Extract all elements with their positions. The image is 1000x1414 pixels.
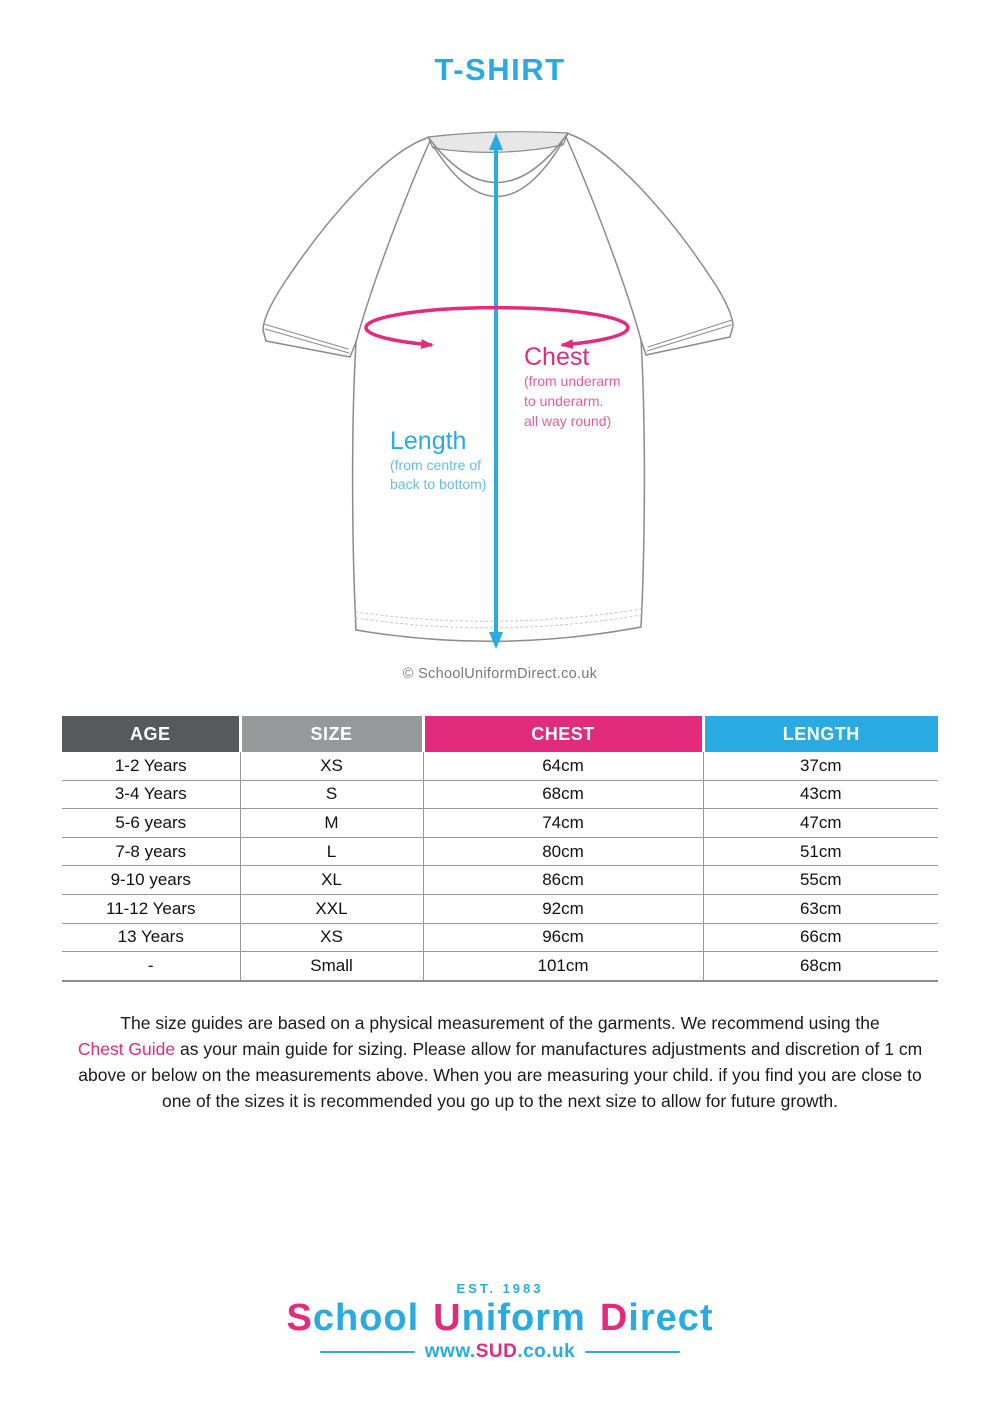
cell-chest: 101cm (423, 952, 703, 981)
table-row (62, 752, 938, 780)
cell-chest: 86cm (423, 866, 703, 895)
url-tld: .co.uk (517, 1341, 576, 1362)
page-title: T-SHIRT (434, 52, 566, 87)
cell-size: L (240, 837, 423, 866)
cell-size: Small (240, 952, 423, 981)
cell-age: 7-8 years (62, 837, 240, 866)
table-row (62, 780, 938, 809)
cell-length: 37cm (703, 752, 938, 780)
sizing-note (50, 1010, 950, 1114)
brand-logo (0, 1298, 1000, 1338)
header-length: LENGTH (703, 716, 938, 752)
brand-letter: S (286, 1297, 313, 1339)
cell-chest: 92cm (423, 894, 703, 923)
length-sub-1: (from centre of (390, 457, 482, 473)
length-sub-2: back to bottom) (390, 476, 487, 492)
cell-size: S (240, 780, 423, 809)
length-label: Length (390, 427, 467, 455)
brand-footer (0, 1281, 1000, 1363)
brand-text: niform (461, 1297, 586, 1339)
cell-age: - (62, 952, 240, 981)
brand-url-row (0, 1341, 1000, 1363)
diagram-copyright: © SchoolUniformDirect.co.uk (402, 666, 598, 682)
cell-chest: 68cm (423, 780, 703, 809)
chest-sub-1: (from underarm (524, 373, 621, 389)
brand-letter: D (599, 1297, 629, 1339)
size-table (62, 716, 938, 982)
url-www: www. (424, 1341, 476, 1362)
cell-length: 47cm (703, 809, 938, 838)
right-dash-line (585, 1351, 680, 1354)
url-sud: SUD (475, 1341, 518, 1362)
table-row (62, 809, 938, 838)
note-line-3: above or below on the measurements above. When you are measuring your child. if you find you are close to (78, 1065, 922, 1085)
note-line-4: one of the sizes it is recommended you go up to the next size to allow for future growth. (161, 1091, 839, 1111)
brand-text: irect (628, 1297, 714, 1339)
note-line-1: The size guides are based on a physical measurement of the garments. We recommend using the (120, 1013, 880, 1033)
table-row (62, 894, 938, 923)
cell-length: 51cm (703, 837, 938, 866)
cell-chest: 96cm (423, 923, 703, 952)
chest-sub-3: all way round) (524, 413, 612, 429)
cell-size: XS (240, 752, 423, 780)
brand-text: chool (312, 1297, 420, 1339)
cell-length: 55cm (703, 866, 938, 895)
cell-age: 9-10 years (62, 866, 240, 895)
cell-size: XL (240, 866, 423, 895)
brand-letter: U (433, 1297, 462, 1339)
established-text: EST. 1983 (456, 1281, 544, 1296)
chest-label: Chest (524, 343, 590, 371)
header-chest: CHEST (423, 716, 703, 752)
cell-size: XXL (240, 894, 423, 923)
cell-chest: 80cm (423, 837, 703, 866)
cell-chest: 74cm (423, 809, 703, 838)
cell-length: 63cm (703, 894, 938, 923)
cell-size: XS (240, 923, 423, 952)
table-row (62, 923, 938, 952)
note-line-2: as your main guide for sizing. Please allow for manufactures adjustments and discretion of 1 cm (175, 1039, 923, 1059)
chest-guide-link: Chest Guide (77, 1039, 176, 1059)
length-arrow (489, 133, 503, 649)
cell-age: 13 Years (62, 923, 240, 952)
header-size: SIZE (240, 716, 423, 752)
cell-age: 1-2 Years (62, 752, 240, 780)
cell-age: 3-4 Years (62, 780, 240, 809)
chest-sub-2: to underarm. (524, 393, 604, 409)
cell-chest: 64cm (423, 752, 703, 780)
table-row (62, 866, 938, 895)
cell-length: 43cm (703, 780, 938, 809)
cell-size: M (240, 809, 423, 838)
brand-url (425, 1341, 575, 1363)
table-header-row (62, 716, 938, 752)
tshirt-diagram (250, 118, 750, 658)
table-row (62, 837, 938, 866)
left-dash-line (320, 1351, 415, 1354)
cell-age: 5-6 years (62, 809, 240, 838)
cell-age: 11-12 Years (62, 894, 240, 923)
table-row (62, 952, 938, 981)
cell-length: 68cm (703, 952, 938, 981)
cell-length: 66cm (703, 923, 938, 952)
header-age: AGE (62, 716, 240, 752)
